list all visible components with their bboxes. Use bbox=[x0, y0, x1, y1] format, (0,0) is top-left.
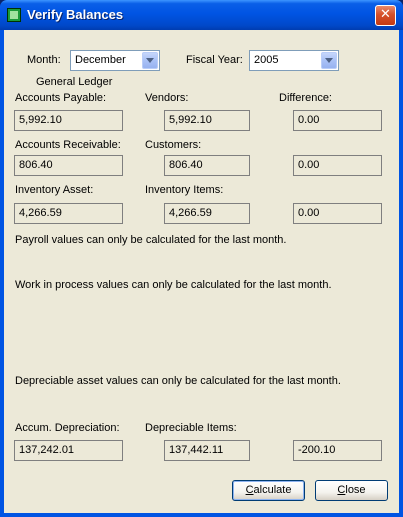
wip-message: Work in process values can only be calculated for the last month. bbox=[15, 279, 332, 291]
accounts-receivable-value: 806.40 bbox=[19, 159, 53, 171]
general-ledger-label: General Ledger bbox=[36, 76, 113, 88]
payable-difference-field bbox=[293, 110, 382, 131]
month-select[interactable] bbox=[70, 50, 160, 71]
payroll-message: Payroll values can only be calculated for the last month. bbox=[15, 234, 287, 246]
vendors-value: 5,992.10 bbox=[169, 114, 212, 126]
close-label: lose bbox=[345, 484, 366, 496]
accum-depreciation-label: Accum. Depreciation: bbox=[15, 422, 120, 434]
month-value: December bbox=[75, 54, 126, 66]
payable-difference-value: 0.00 bbox=[298, 114, 320, 126]
inventory-asset-value: 4,266.59 bbox=[19, 207, 62, 219]
depreciable-items-field bbox=[164, 440, 250, 461]
depreciable-items-value: 137,442.11 bbox=[169, 444, 224, 456]
chevron-down-icon[interactable] bbox=[142, 52, 158, 69]
accounts-receivable-field bbox=[14, 155, 123, 176]
inventory-difference-value: 0.00 bbox=[298, 207, 320, 219]
depreciable-message: Depreciable asset values can only be calculated for the last month. bbox=[15, 375, 341, 387]
vendors-field bbox=[164, 110, 250, 131]
app-icon bbox=[7, 8, 21, 22]
customers-label: Customers: bbox=[145, 139, 202, 151]
difference-label: Difference: bbox=[279, 92, 332, 104]
inventory-difference-field bbox=[293, 203, 382, 224]
accounts-receivable-label: Accounts Receivable: bbox=[15, 139, 121, 151]
calculate-mnemonic: C bbox=[245, 484, 254, 496]
inventory-items-value: 4,266.59 bbox=[169, 207, 212, 219]
calculate-label: alculate bbox=[253, 484, 292, 496]
vendors-label: Vendors: bbox=[145, 92, 189, 104]
receivable-difference-value: 0.00 bbox=[298, 159, 320, 171]
depreciation-difference-value: -200.10 bbox=[298, 444, 336, 456]
inventory-items-label: Inventory Items: bbox=[145, 184, 224, 196]
accounts-payable-value: 5,992.10 bbox=[19, 114, 62, 126]
accounts-payable-field bbox=[14, 110, 123, 131]
close-mnemonic: C bbox=[337, 484, 346, 496]
chevron-down-icon[interactable] bbox=[321, 52, 337, 69]
fiscal-year-label: Fiscal Year: bbox=[186, 54, 243, 66]
calculate-button[interactable] bbox=[232, 480, 305, 501]
accounts-payable-label: Accounts Payable: bbox=[15, 92, 107, 104]
fiscal-year-select[interactable] bbox=[249, 50, 339, 71]
receivable-difference-field bbox=[293, 155, 382, 176]
depreciable-items-label: Depreciable Items: bbox=[145, 422, 237, 434]
close-window-icon[interactable]: ✕ bbox=[375, 5, 396, 26]
fiscal-year-value: 2005 bbox=[254, 54, 279, 66]
close-button[interactable] bbox=[315, 480, 388, 501]
customers-field bbox=[164, 155, 250, 176]
depreciation-difference-field bbox=[293, 440, 382, 461]
inventory-asset-label: Inventory Asset: bbox=[15, 184, 94, 196]
window-title: Verify Balances bbox=[27, 7, 124, 22]
month-label: Month: bbox=[27, 54, 61, 66]
accum-depreciation-field bbox=[14, 440, 123, 461]
inventory-asset-field bbox=[14, 203, 123, 224]
accum-depreciation-value: 137,242.01 bbox=[19, 444, 75, 456]
inventory-items-field bbox=[164, 203, 250, 224]
customers-value: 806.40 bbox=[169, 159, 203, 171]
title-bar[interactable] bbox=[0, 0, 403, 30]
dialog-body bbox=[4, 30, 399, 513]
